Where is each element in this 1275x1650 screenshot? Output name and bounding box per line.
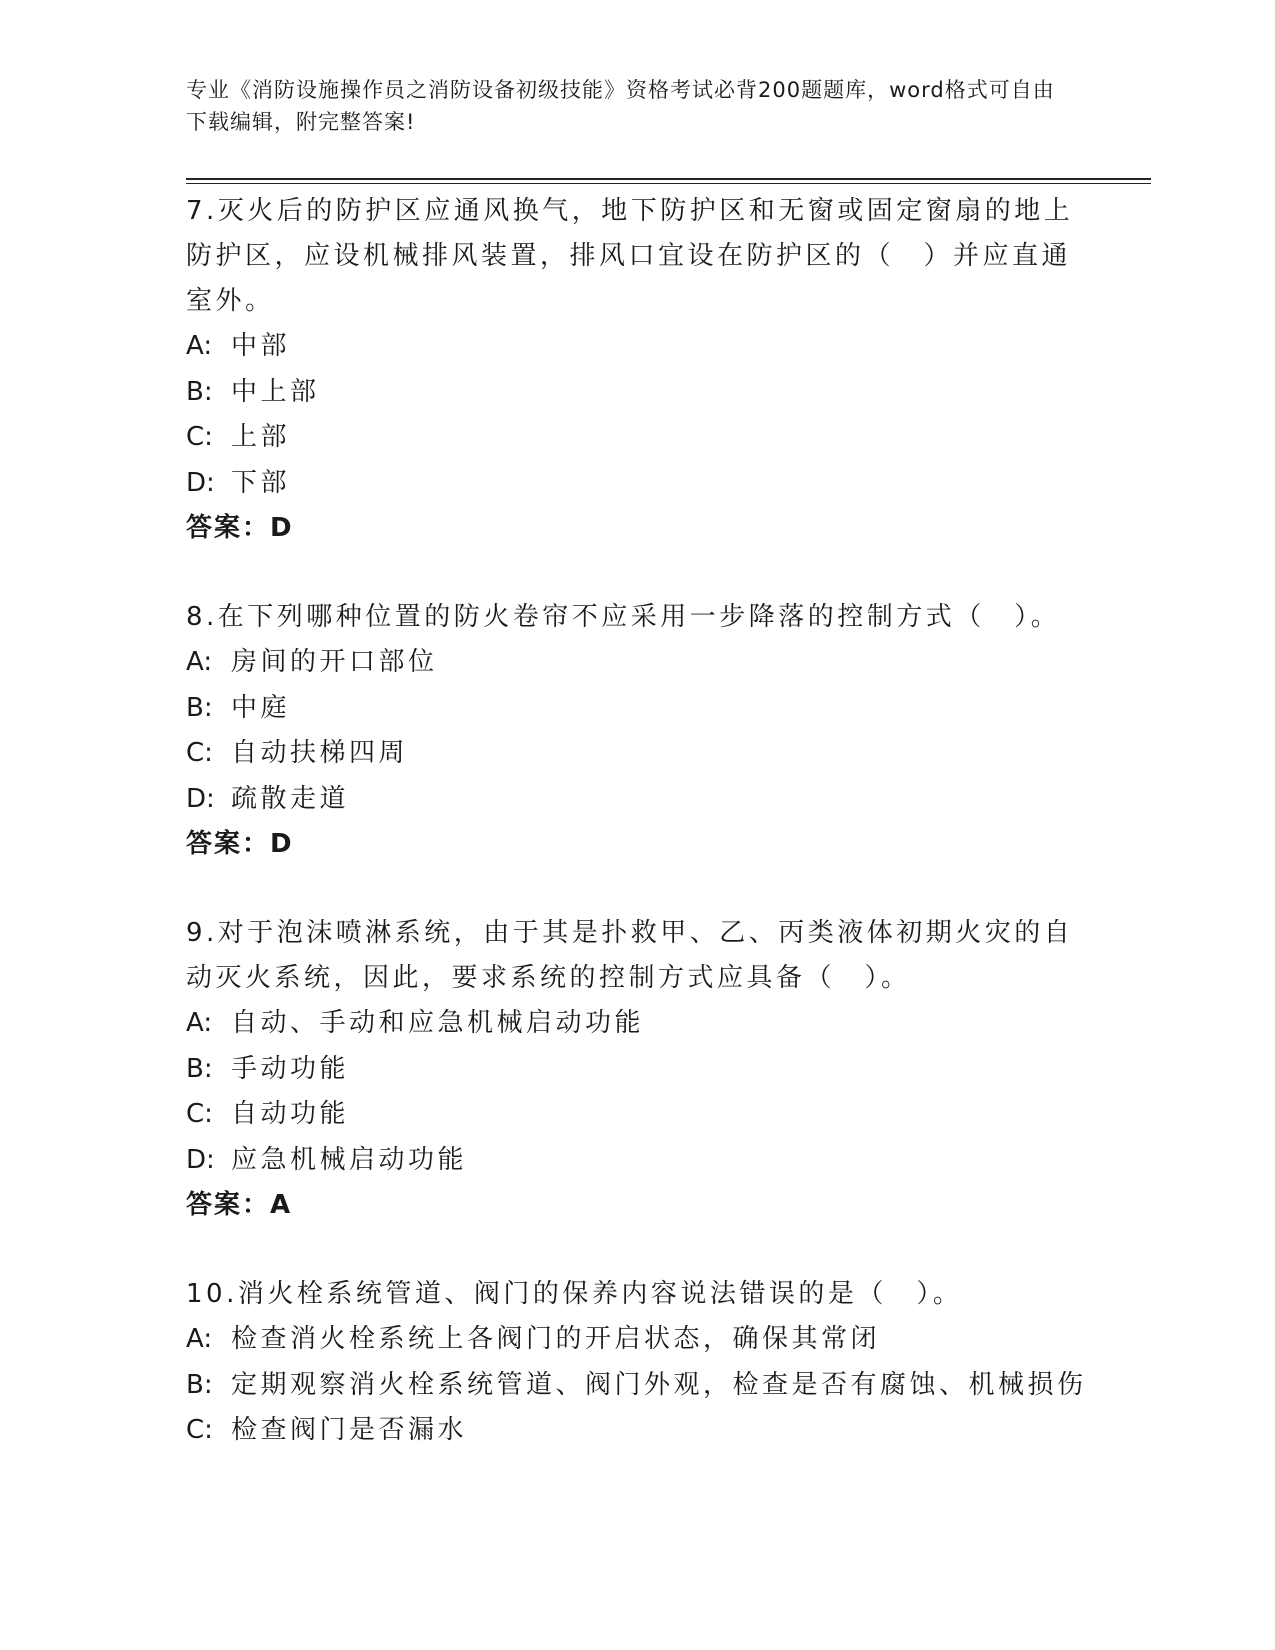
option-text: 中上部 <box>231 376 320 407</box>
question-7 <box>186 189 1086 551</box>
option-c <box>186 731 1086 777</box>
option-text: 疏散走道 <box>231 783 350 814</box>
option-letter: A: <box>186 1324 213 1354</box>
option-d <box>186 461 1086 507</box>
option-letter: C: <box>186 1415 213 1445</box>
option-letter: A: <box>186 331 213 361</box>
option-letter: A: <box>186 1008 213 1038</box>
option-text: 自动、手动和应急机械启动功能 <box>231 1008 645 1038</box>
option-text: 中部 <box>231 331 291 361</box>
option-text: 自动功能 <box>231 1099 350 1129</box>
answer-line <box>186 506 1086 551</box>
answer-value: D <box>270 829 294 859</box>
option-letter: D: <box>186 783 215 814</box>
answer-label: 答案： <box>186 513 271 543</box>
option-d <box>186 1138 1086 1184</box>
header-divider-thick <box>186 178 1151 180</box>
option-b <box>186 1047 1086 1093</box>
option-a <box>186 640 1086 686</box>
option-b <box>186 370 1086 416</box>
document-header: 专业《消防设施操作员之消防设备初级技能》资格考试必背200题题库，word格式可自由下载编辑，附完整答案! <box>186 78 1055 134</box>
header-divider-thin <box>186 183 1151 184</box>
option-letter: D: <box>186 467 215 498</box>
option-letter: A: <box>186 647 213 677</box>
option-letter: B: <box>186 692 213 723</box>
option-letter: C: <box>186 738 213 768</box>
option-text: 定期观察消火栓系统管道、阀门外观，检查是否有腐蚀、机械损伤 <box>231 1369 1087 1400</box>
option-text: 中庭 <box>231 692 291 723</box>
answer-label: 答案： <box>186 1190 271 1220</box>
question-10 <box>186 1272 1086 1454</box>
answer-label: 答案： <box>186 829 271 859</box>
option-text: 下部 <box>231 467 291 498</box>
option-text: 检查阀门是否漏水 <box>231 1415 468 1445</box>
question-text: 10.消火栓系统管道、阀门的保养内容说法错误的是（ ）。 <box>186 1279 963 1309</box>
option-letter: B: <box>186 1053 213 1084</box>
option-letter: C: <box>186 1099 213 1129</box>
option-c <box>186 1408 1086 1454</box>
answer-line <box>186 822 1086 867</box>
option-a <box>186 1001 1086 1047</box>
option-letter: D: <box>186 1144 215 1175</box>
option-text: 上部 <box>231 422 291 452</box>
option-b <box>186 1363 1086 1409</box>
option-letter: B: <box>186 1369 213 1400</box>
answer-value: A <box>270 1190 293 1220</box>
option-b <box>186 686 1086 732</box>
answer-line <box>186 1183 1086 1228</box>
option-text: 检查消火栓系统上各阀门的开启状态，确保其常闭 <box>231 1324 881 1354</box>
answer-value: D <box>270 513 294 543</box>
option-text: 手动功能 <box>231 1053 350 1084</box>
question-list <box>186 189 1086 1498</box>
option-text: 房间的开口部位 <box>231 647 438 677</box>
option-text: 应急机械启动功能 <box>231 1144 468 1175</box>
question-text: 7.灭火后的防护区应通风换气，地下防护区和无窗或固定窗扇的地上防护区，应设机械排风装置，排风口宜设在防护区的（ ）并应直通室外。 <box>186 196 1074 316</box>
option-text: 自动扶梯四周 <box>231 738 409 768</box>
option-d <box>186 777 1086 823</box>
option-letter: B: <box>186 376 213 407</box>
question-8 <box>186 595 1086 867</box>
option-a <box>186 1317 1086 1363</box>
option-letter: C: <box>186 422 213 452</box>
option-a <box>186 324 1086 370</box>
option-c <box>186 1092 1086 1138</box>
option-c <box>186 415 1086 461</box>
question-text: 8.在下列哪种位置的防火卷帘不应采用一步降落的控制方式（ ）。 <box>186 602 1061 632</box>
question-9 <box>186 911 1086 1228</box>
question-text: 9.对于泡沫喷淋系统，由于其是扑救甲、乙、丙类液体初期火灾的自动灭火系统，因此，要求系统的控制方式应具备（ ）。 <box>186 918 1074 993</box>
